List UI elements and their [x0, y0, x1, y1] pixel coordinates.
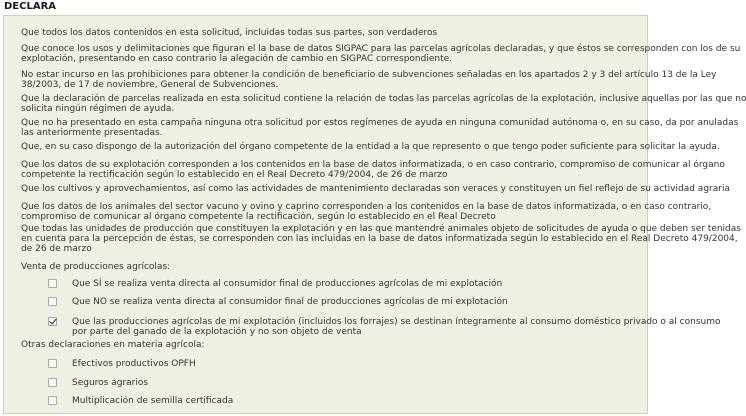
sales-option-1-checkbox[interactable]: [48, 297, 57, 306]
declaration-4-line-1: las anteriormente presentadas.: [21, 128, 163, 138]
other-option-1-label[interactable]: Seguros agrarios: [72, 378, 149, 388]
declaration-3-line-1: solicita ningún régimen de ayuda.: [21, 104, 175, 114]
sales-option-0-label[interactable]: Que SÍ se realiza venta directa al consumidor final de producciones agrícolas de mi explotación: [72, 279, 503, 289]
declaration-9-line-2: de 26 de marzo: [21, 244, 92, 254]
declaration-0-line-0: Que todos los datos contenidos en esta solicitud, incluidas todas sus partes, son verdaderos: [21, 28, 438, 38]
declaration-6-line-0: Que los datos de su explotación corresponden a los contenidos en la base de datos informatizada, o en caso contrario, compromiso de comunicar al órgano: [21, 160, 725, 170]
declaration-3-line-0: Que la declaración de parcelas realizada en esta solicitud contiene la relación de todas las parcelas agrícolas de la explotación, inclusive aquellas por las que no: [21, 94, 746, 104]
other-option-0-label[interactable]: Efectivos productivos OPFH: [72, 359, 196, 369]
sales-option-2-checkbox[interactable]: [48, 317, 57, 326]
other-option-1-checkbox[interactable]: [48, 378, 57, 387]
section-header: [0, 0, 651, 14]
other-option-2-checkbox[interactable]: [48, 396, 57, 405]
declarations-panel: [3, 15, 746, 414]
other-option-0-checkbox[interactable]: [48, 359, 57, 368]
declaration-4-line-0: Que no ha presentado en esta campaña ninguna otra solicitud por estos regímenes de ayuda en ninguna comunidad autónoma o, en su caso, da por anuladas: [21, 118, 739, 128]
sales-option-1-label[interactable]: Que NO se realiza venta directa al consumidor final de producciones agrícolas de mi explotación: [72, 297, 508, 307]
declaration-7-line-0: Que los cultivos y aprovechamientos, así como las actividades de mantenimiento declaradas son veraces y constituyen un fiel reflejo de su actividad agraria: [21, 184, 730, 194]
other-heading: Otras declaraciones en materia agrícola:: [21, 340, 205, 350]
declaration-9-line-0: Que todas las unidades de producción que constituyen la explotación y en las que mantendré animales objeto de solicitudes de ayuda o que deben ser tenidas: [21, 224, 741, 234]
section-title: DECLARA: [4, 1, 57, 12]
sales-heading: Venta de producciones agrícolas:: [21, 262, 171, 272]
sales-option-2-label-line-0[interactable]: Que las producciones agrícolas de mi explotación (incluidos los forrajes) se destinan íntegramente al consumo doméstico privado o al consumo: [72, 317, 721, 327]
declaration-6-line-1: competente la rectificación según lo establecido en el Real Decreto 479/2004, de 26 de marzo: [21, 170, 448, 180]
declaration-8-line-1: compromiso de comunicar al órgano competente la rectificación, según lo establecido en el Real Decreto: [21, 212, 496, 222]
declaration-5-line-0: Que, en su caso dispongo de la autorización del órgano competente de la entidad a la que represento o que tengo poder suficiente para solicitar la ayuda.: [21, 142, 720, 152]
sales-option-2-label-line-1[interactable]: por parte del ganado de la explotación y no son objeto de venta: [72, 327, 362, 337]
declaration-1-line-0: Que conoce los usos y delimitaciones que figuran el la base de datos SIGPAC para las parcelas agrícolas declaradas, y que éstos se corresponden con los de su: [21, 44, 741, 54]
declaration-9-line-1: en cuenta para la percepción de éstas, se corresponden con las incluidas en la base de datos informatizada según lo establecido en el Real Decreto 479/2004,: [21, 234, 738, 244]
declaration-2-line-1: 38/2003, de 17 de noviembre, General de Subvenciones.: [21, 80, 279, 90]
declaration-8-line-0: Que los datos de los animales del sector vacuno y ovino y caprino corresponden a los contenidos en la base de datos informatizada, o en caso contrario,: [21, 202, 712, 212]
sales-option-0-checkbox[interactable]: [48, 279, 57, 288]
declaration-1-line-1: explotación, presentando en caso contrario la alegación de cambio en SIGPAC correspondiente.: [21, 54, 453, 64]
other-option-2-label[interactable]: Multiplicación de semilla certificada: [72, 396, 234, 406]
declaration-2-line-0: No estar incurso en las prohibiciones para obtener la condición de beneficiario de subvenciones señaladas en los apartados 2 y 3 del artículo 13 de la Ley: [21, 70, 717, 80]
